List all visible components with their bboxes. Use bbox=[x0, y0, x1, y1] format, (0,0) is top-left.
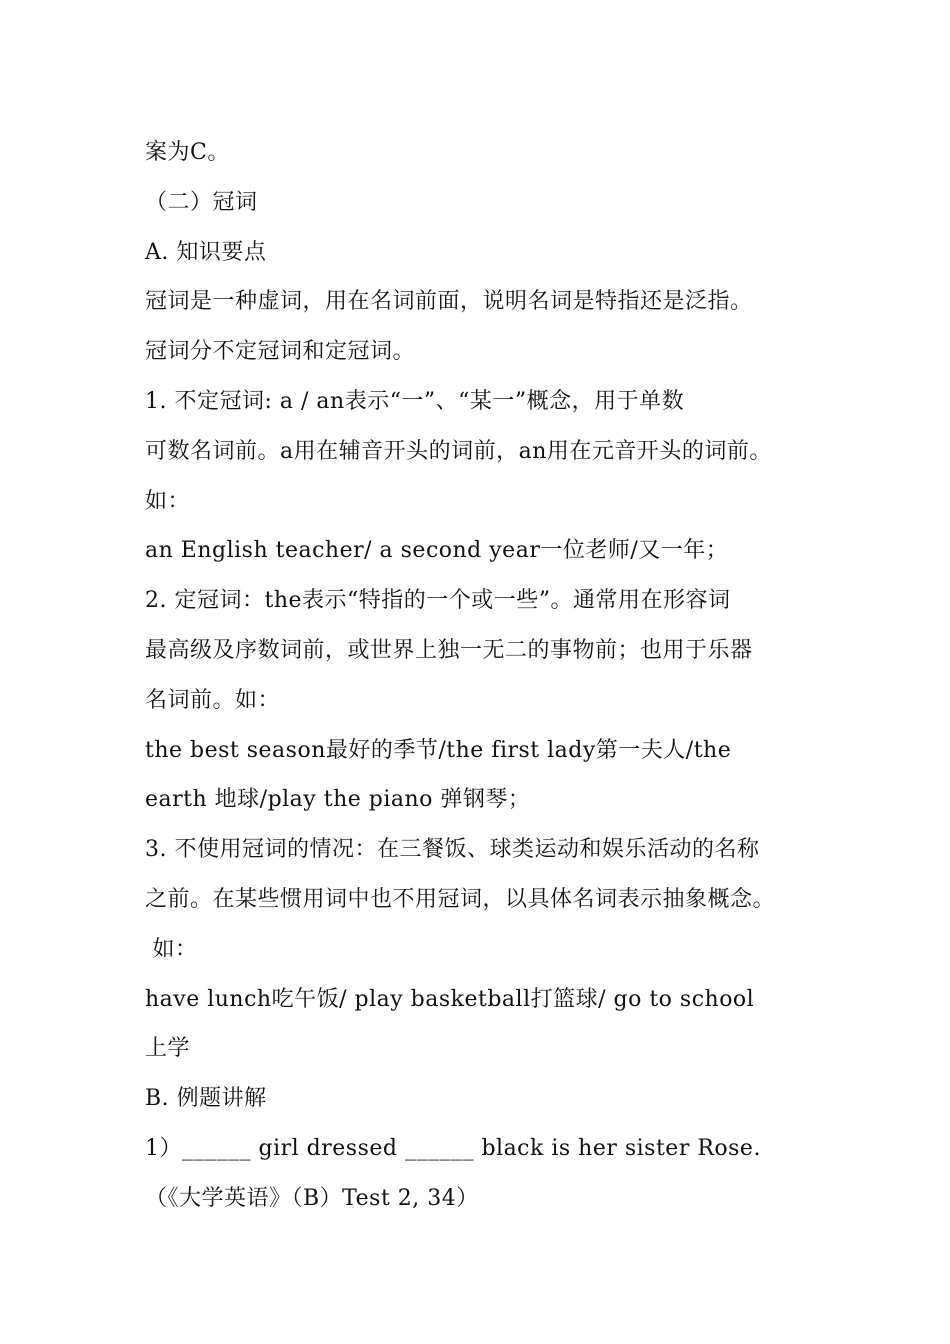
text-line: 之前。在某些惯用词中也不用冠词，以具体名词表示抽象概念。 bbox=[145, 886, 776, 912]
text-line: 2. 定冠词：the表示“特指的一个或一些”。通常用在形容词 bbox=[145, 588, 731, 614]
subsection-heading: A. 知识要点 bbox=[145, 239, 267, 265]
example-line: have lunch吃午饭/ play basketball打篮球/ go to school bbox=[145, 986, 755, 1012]
exercise-source: （《大学英语》（B）Test 2, 34） bbox=[145, 1185, 479, 1211]
text-line: 案为C。 bbox=[145, 140, 230, 165]
text-line: 可数名词前。a用在辅音开头的词前，an用在元音开头的词前。 bbox=[145, 438, 772, 464]
example-line: an English teacher/ a second year一位老师/又一年； bbox=[145, 538, 729, 564]
text-line: 冠词分不定冠词和定冠词。 bbox=[145, 339, 416, 365]
example-line: earth 地球/play the piano 弹钢琴； bbox=[145, 787, 531, 813]
text-line: 3. 不使用冠词的情况：在三餐饭、球类运动和娱乐活动的名称 bbox=[145, 837, 760, 863]
exercise-question: 1）______ girl dressed ______ black is her sister Rose. bbox=[145, 1135, 761, 1161]
text-line: 名词前。如： bbox=[145, 687, 281, 713]
text-line: 如： bbox=[145, 488, 191, 514]
section-heading: （二）冠词 bbox=[145, 189, 258, 215]
example-line: 上学 bbox=[145, 1036, 191, 1062]
document-body bbox=[145, 128, 825, 1224]
text-line: 冠词是一种虚词，用在名词前面，说明名词是特指还是泛指。 bbox=[145, 289, 753, 315]
example-line: the best season最好的季节/the first lady第一夫人/the bbox=[145, 737, 732, 763]
text-line: 如： bbox=[145, 936, 198, 962]
text-line: 最高级及序数词前，或世界上独一无二的事物前；也用于乐器 bbox=[145, 637, 753, 663]
subsection-heading: B. 例题讲解 bbox=[145, 1086, 267, 1112]
text-line: 1. 不定冠词: a / an表示“一”、“某一”概念，用于单数 bbox=[145, 388, 685, 414]
